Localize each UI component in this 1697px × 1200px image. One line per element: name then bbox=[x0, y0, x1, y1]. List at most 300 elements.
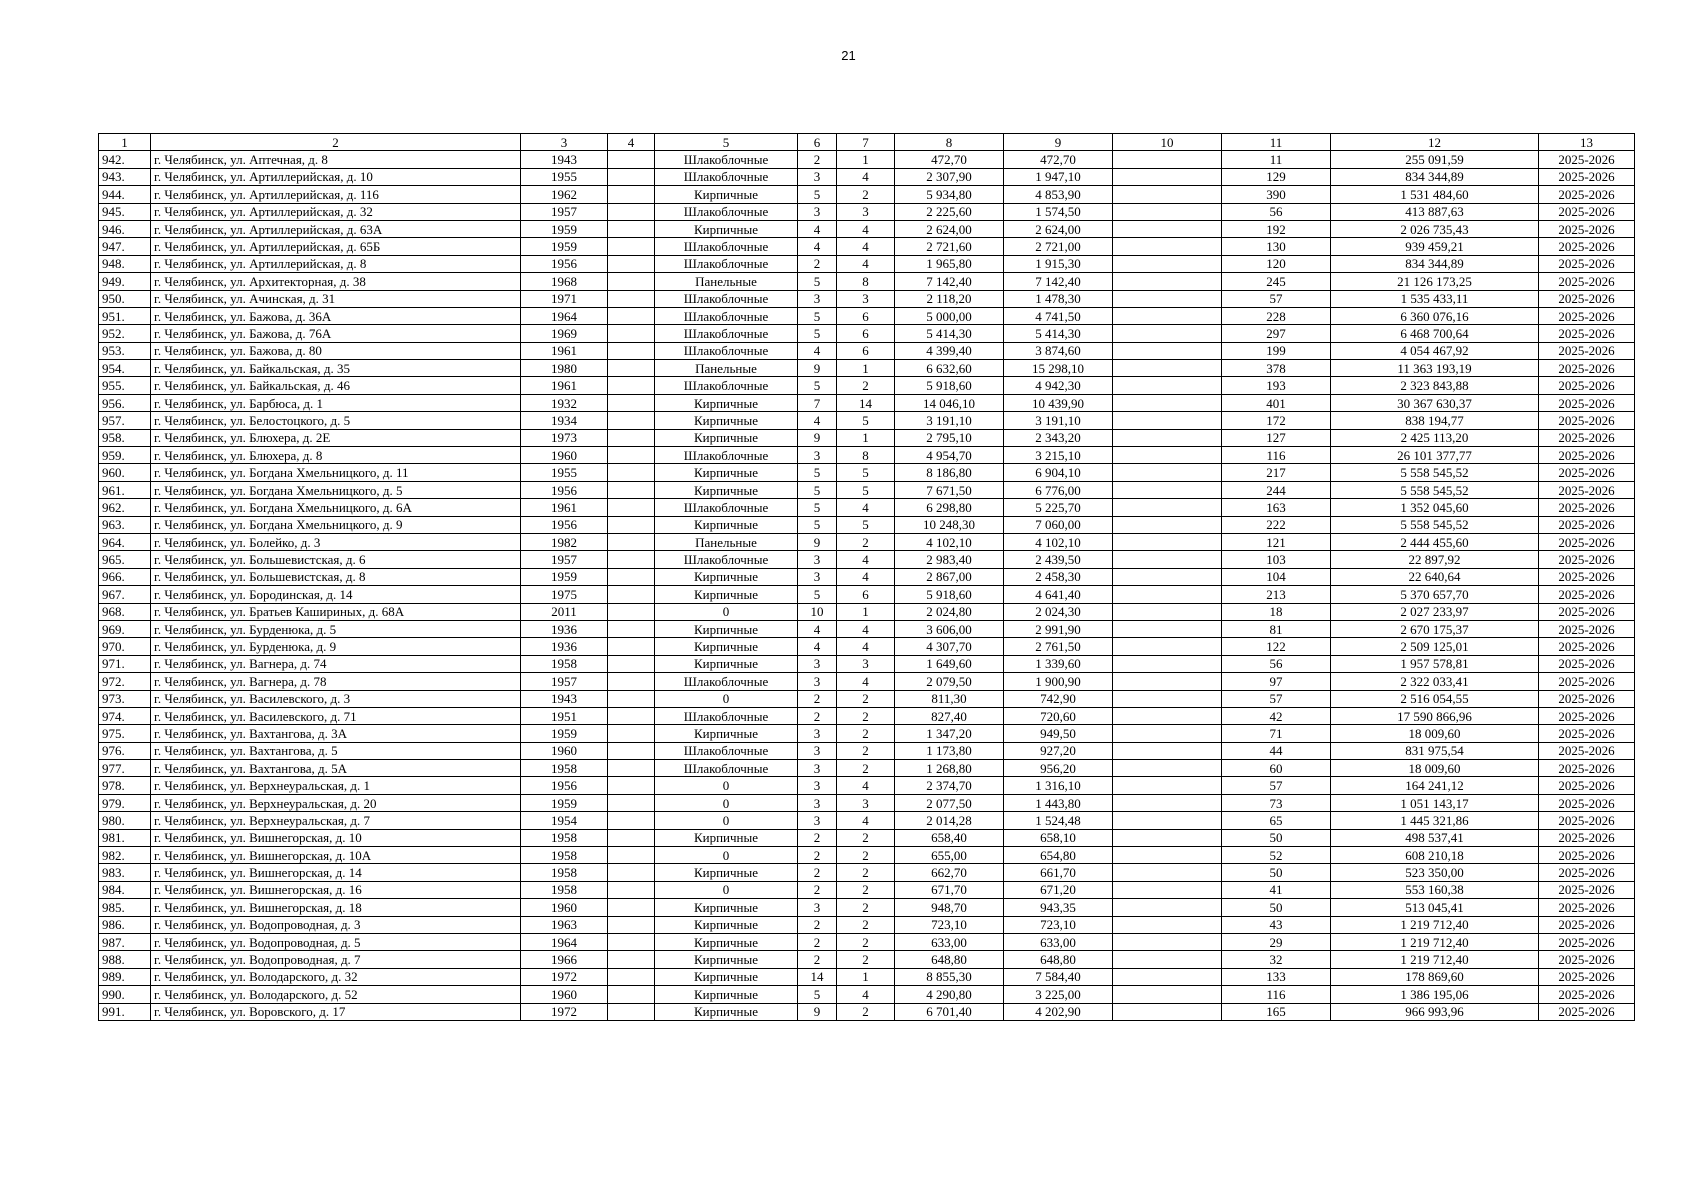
col-number: 990. bbox=[99, 986, 151, 1003]
col-cost: 2 670 175,37 bbox=[1331, 620, 1539, 637]
col-period: 2025-2026 bbox=[1539, 986, 1635, 1003]
col-year: 1971 bbox=[521, 290, 608, 307]
col-floors: 7 bbox=[798, 394, 837, 411]
header-col-4: 4 bbox=[608, 134, 655, 151]
col-entrances: 4 bbox=[837, 638, 895, 655]
col-area-living: 723,10 bbox=[1004, 916, 1113, 933]
col-10 bbox=[1113, 394, 1222, 411]
col-floors: 2 bbox=[798, 707, 837, 724]
col-wall-material: Кирпичные bbox=[655, 638, 798, 655]
col-cost: 5 370 657,70 bbox=[1331, 586, 1539, 603]
col-floors: 2 bbox=[798, 916, 837, 933]
table-row bbox=[99, 933, 1635, 950]
col-cost: 1 445 321,86 bbox=[1331, 812, 1539, 829]
col-entrances: 2 bbox=[837, 829, 895, 846]
col-cost: 30 367 630,37 bbox=[1331, 394, 1539, 411]
table-header-row bbox=[99, 134, 1635, 151]
col-period: 2025-2026 bbox=[1539, 255, 1635, 272]
col-area-living: 1 316,10 bbox=[1004, 777, 1113, 794]
col-address: г. Челябинск, ул. Блюхера, д. 8 bbox=[151, 447, 521, 464]
col-year: 1960 bbox=[521, 986, 608, 1003]
col-area-total: 5 934,80 bbox=[895, 186, 1004, 203]
col-entrances: 6 bbox=[837, 342, 895, 359]
col-cost: 523 350,00 bbox=[1331, 864, 1539, 881]
col-10 bbox=[1113, 342, 1222, 359]
col-year: 1932 bbox=[521, 394, 608, 411]
col-wall-material: Кирпичные bbox=[655, 916, 798, 933]
table-row bbox=[99, 307, 1635, 324]
col-address: г. Челябинск, ул. Вагнера, д. 78 bbox=[151, 673, 521, 690]
col-residents: 57 bbox=[1222, 290, 1331, 307]
col-10 bbox=[1113, 777, 1222, 794]
col-address: г. Челябинск, ул. Володарского, д. 52 bbox=[151, 986, 521, 1003]
col-period: 2025-2026 bbox=[1539, 429, 1635, 446]
col-residents: 378 bbox=[1222, 360, 1331, 377]
col-floors: 3 bbox=[798, 568, 837, 585]
col-area-total: 648,80 bbox=[895, 951, 1004, 968]
col-wall-material: Шлакоблочные bbox=[655, 673, 798, 690]
col-number: 986. bbox=[99, 916, 151, 933]
col-cost: 838 194,77 bbox=[1331, 412, 1539, 429]
col-year: 1975 bbox=[521, 586, 608, 603]
col-area-total: 723,10 bbox=[895, 916, 1004, 933]
table-row bbox=[99, 238, 1635, 255]
col-area-living: 4 942,30 bbox=[1004, 377, 1113, 394]
col-4 bbox=[608, 551, 655, 568]
col-number: 973. bbox=[99, 690, 151, 707]
col-wall-material: Кирпичные bbox=[655, 481, 798, 498]
col-area-living: 472,70 bbox=[1004, 151, 1113, 168]
table-row bbox=[99, 168, 1635, 185]
col-floors: 3 bbox=[798, 290, 837, 307]
col-area-living: 6 776,00 bbox=[1004, 481, 1113, 498]
col-wall-material: Шлакоблочные bbox=[655, 255, 798, 272]
col-entrances: 2 bbox=[837, 881, 895, 898]
col-number: 989. bbox=[99, 968, 151, 985]
col-cost: 834 344,89 bbox=[1331, 255, 1539, 272]
col-number: 944. bbox=[99, 186, 151, 203]
col-area-total: 671,70 bbox=[895, 881, 1004, 898]
col-address: г. Челябинск, ул. Вишнегорская, д. 10 bbox=[151, 829, 521, 846]
col-year: 2011 bbox=[521, 603, 608, 620]
col-10 bbox=[1113, 725, 1222, 742]
col-area-total: 2 118,20 bbox=[895, 290, 1004, 307]
col-entrances: 4 bbox=[837, 986, 895, 1003]
header-col-year: 3 bbox=[521, 134, 608, 151]
col-number: 958. bbox=[99, 429, 151, 446]
table-row bbox=[99, 586, 1635, 603]
col-year: 1972 bbox=[521, 1003, 608, 1020]
col-residents: 129 bbox=[1222, 168, 1331, 185]
col-year: 1958 bbox=[521, 655, 608, 672]
table-row bbox=[99, 499, 1635, 516]
col-residents: 56 bbox=[1222, 203, 1331, 220]
col-cost: 1 386 195,06 bbox=[1331, 986, 1539, 1003]
col-address: г. Челябинск, ул. Артиллерийская, д. 10 bbox=[151, 168, 521, 185]
table-row bbox=[99, 916, 1635, 933]
col-residents: 50 bbox=[1222, 829, 1331, 846]
col-number: 962. bbox=[99, 499, 151, 516]
col-area-living: 742,90 bbox=[1004, 690, 1113, 707]
col-4 bbox=[608, 673, 655, 690]
col-residents: 244 bbox=[1222, 481, 1331, 498]
col-residents: 172 bbox=[1222, 412, 1331, 429]
col-cost: 5 558 545,52 bbox=[1331, 481, 1539, 498]
table-row bbox=[99, 899, 1635, 916]
col-area-total: 633,00 bbox=[895, 933, 1004, 950]
col-area-living: 3 191,10 bbox=[1004, 412, 1113, 429]
col-residents: 199 bbox=[1222, 342, 1331, 359]
col-entrances: 4 bbox=[837, 499, 895, 516]
col-wall-material: 0 bbox=[655, 794, 798, 811]
col-address: г. Челябинск, ул. Белостоцкого, д. 5 bbox=[151, 412, 521, 429]
col-address: г. Челябинск, ул. Вишнегорская, д. 14 bbox=[151, 864, 521, 881]
col-area-total: 1 173,80 bbox=[895, 742, 1004, 759]
col-period: 2025-2026 bbox=[1539, 533, 1635, 550]
col-year: 1964 bbox=[521, 307, 608, 324]
col-area-living: 943,35 bbox=[1004, 899, 1113, 916]
col-4 bbox=[608, 586, 655, 603]
col-4 bbox=[608, 881, 655, 898]
col-10 bbox=[1113, 673, 1222, 690]
col-area-total: 3 606,00 bbox=[895, 620, 1004, 637]
col-address: г. Челябинск, ул. Бажова, д. 80 bbox=[151, 342, 521, 359]
col-area-total: 2 721,60 bbox=[895, 238, 1004, 255]
col-year: 1961 bbox=[521, 377, 608, 394]
col-entrances: 2 bbox=[837, 916, 895, 933]
table-row bbox=[99, 794, 1635, 811]
col-address: г. Челябинск, ул. Водопроводная, д. 3 bbox=[151, 916, 521, 933]
col-area-living: 720,60 bbox=[1004, 707, 1113, 724]
col-10 bbox=[1113, 186, 1222, 203]
col-floors: 3 bbox=[798, 760, 837, 777]
col-period: 2025-2026 bbox=[1539, 655, 1635, 672]
col-number: 949. bbox=[99, 273, 151, 290]
col-floors: 3 bbox=[798, 168, 837, 185]
col-floors: 4 bbox=[798, 412, 837, 429]
col-10 bbox=[1113, 429, 1222, 446]
col-4 bbox=[608, 760, 655, 777]
col-cost: 608 210,18 bbox=[1331, 847, 1539, 864]
col-residents: 60 bbox=[1222, 760, 1331, 777]
col-entrances: 8 bbox=[837, 447, 895, 464]
col-floors: 5 bbox=[798, 377, 837, 394]
col-floors: 2 bbox=[798, 847, 837, 864]
col-period: 2025-2026 bbox=[1539, 638, 1635, 655]
col-10 bbox=[1113, 968, 1222, 985]
page-number: 21 bbox=[841, 48, 856, 63]
col-floors: 4 bbox=[798, 220, 837, 237]
col-4 bbox=[608, 377, 655, 394]
col-entrances: 1 bbox=[837, 360, 895, 377]
col-residents: 52 bbox=[1222, 847, 1331, 864]
col-year: 1972 bbox=[521, 968, 608, 985]
table-row bbox=[99, 1003, 1635, 1020]
col-year: 1960 bbox=[521, 742, 608, 759]
col-area-total: 6 632,60 bbox=[895, 360, 1004, 377]
col-10 bbox=[1113, 360, 1222, 377]
col-4 bbox=[608, 499, 655, 516]
table-row bbox=[99, 829, 1635, 846]
col-4 bbox=[608, 186, 655, 203]
col-floors: 3 bbox=[798, 812, 837, 829]
col-area-total: 948,70 bbox=[895, 899, 1004, 916]
col-4 bbox=[608, 203, 655, 220]
col-floors: 5 bbox=[798, 186, 837, 203]
table-row bbox=[99, 655, 1635, 672]
col-period: 2025-2026 bbox=[1539, 968, 1635, 985]
col-cost: 6 360 076,16 bbox=[1331, 307, 1539, 324]
col-number: 983. bbox=[99, 864, 151, 881]
col-entrances: 2 bbox=[837, 951, 895, 968]
col-wall-material: Кирпичные bbox=[655, 725, 798, 742]
col-4 bbox=[608, 481, 655, 498]
table-row bbox=[99, 360, 1635, 377]
col-4 bbox=[608, 151, 655, 168]
col-number: 987. bbox=[99, 933, 151, 950]
table-row bbox=[99, 673, 1635, 690]
col-period: 2025-2026 bbox=[1539, 881, 1635, 898]
col-address: г. Челябинск, ул. Воровского, д. 17 bbox=[151, 1003, 521, 1020]
col-residents: 133 bbox=[1222, 968, 1331, 985]
table-row bbox=[99, 412, 1635, 429]
col-address: г. Челябинск, ул. Байкальская, д. 46 bbox=[151, 377, 521, 394]
col-period: 2025-2026 bbox=[1539, 586, 1635, 603]
col-address: г. Челябинск, ул. Барбюса, д. 1 bbox=[151, 394, 521, 411]
col-residents: 127 bbox=[1222, 429, 1331, 446]
col-number: 950. bbox=[99, 290, 151, 307]
col-number: 943. bbox=[99, 168, 151, 185]
col-wall-material: 0 bbox=[655, 812, 798, 829]
col-cost: 22 897,92 bbox=[1331, 551, 1539, 568]
col-address: г. Челябинск, ул. Артиллерийская, д. 8 bbox=[151, 255, 521, 272]
col-area-total: 2 867,00 bbox=[895, 568, 1004, 585]
col-residents: 97 bbox=[1222, 673, 1331, 690]
col-entrances: 3 bbox=[837, 290, 895, 307]
col-area-total: 6 298,80 bbox=[895, 499, 1004, 516]
col-4 bbox=[608, 360, 655, 377]
col-wall-material: Кирпичные bbox=[655, 220, 798, 237]
col-area-living: 7 060,00 bbox=[1004, 516, 1113, 533]
col-area-living: 15 298,10 bbox=[1004, 360, 1113, 377]
col-floors: 2 bbox=[798, 881, 837, 898]
col-year: 1959 bbox=[521, 794, 608, 811]
col-wall-material: Шлакоблочные bbox=[655, 151, 798, 168]
col-10 bbox=[1113, 273, 1222, 290]
col-period: 2025-2026 bbox=[1539, 342, 1635, 359]
col-floors: 2 bbox=[798, 690, 837, 707]
col-period: 2025-2026 bbox=[1539, 447, 1635, 464]
col-area-total: 1 268,80 bbox=[895, 760, 1004, 777]
col-number: 966. bbox=[99, 568, 151, 585]
col-floors: 4 bbox=[798, 342, 837, 359]
col-period: 2025-2026 bbox=[1539, 394, 1635, 411]
col-area-total: 8 186,80 bbox=[895, 464, 1004, 481]
col-area-total: 8 855,30 bbox=[895, 968, 1004, 985]
col-number: 947. bbox=[99, 238, 151, 255]
col-4 bbox=[608, 1003, 655, 1020]
col-period: 2025-2026 bbox=[1539, 777, 1635, 794]
table-row bbox=[99, 881, 1635, 898]
col-4 bbox=[608, 342, 655, 359]
col-4 bbox=[608, 690, 655, 707]
col-address: г. Челябинск, ул. Байкальская, д. 35 bbox=[151, 360, 521, 377]
col-address: г. Челябинск, ул. Вахтангова, д. 5А bbox=[151, 760, 521, 777]
col-wall-material: Кирпичные bbox=[655, 933, 798, 950]
col-area-total: 4 307,70 bbox=[895, 638, 1004, 655]
col-10 bbox=[1113, 933, 1222, 950]
table-row bbox=[99, 220, 1635, 237]
col-cost: 1 957 578,81 bbox=[1331, 655, 1539, 672]
col-4 bbox=[608, 864, 655, 881]
col-area-living: 2 721,00 bbox=[1004, 238, 1113, 255]
col-residents: 65 bbox=[1222, 812, 1331, 829]
col-year: 1959 bbox=[521, 220, 608, 237]
col-cost: 11 363 193,19 bbox=[1331, 360, 1539, 377]
col-area-living: 1 478,30 bbox=[1004, 290, 1113, 307]
col-wall-material: Шлакоблочные bbox=[655, 307, 798, 324]
col-4 bbox=[608, 273, 655, 290]
col-area-total: 1 649,60 bbox=[895, 655, 1004, 672]
col-wall-material: Кирпичные bbox=[655, 568, 798, 585]
col-period: 2025-2026 bbox=[1539, 377, 1635, 394]
col-address: г. Челябинск, ул. Верхнеуральская, д. 1 bbox=[151, 777, 521, 794]
col-number: 948. bbox=[99, 255, 151, 272]
col-area-living: 1 443,80 bbox=[1004, 794, 1113, 811]
col-year: 1959 bbox=[521, 725, 608, 742]
col-number: 981. bbox=[99, 829, 151, 846]
col-floors: 4 bbox=[798, 238, 837, 255]
col-10 bbox=[1113, 551, 1222, 568]
col-year: 1943 bbox=[521, 151, 608, 168]
col-period: 2025-2026 bbox=[1539, 760, 1635, 777]
col-cost: 939 459,21 bbox=[1331, 238, 1539, 255]
col-residents: 56 bbox=[1222, 655, 1331, 672]
col-area-living: 4 202,90 bbox=[1004, 1003, 1113, 1020]
col-year: 1943 bbox=[521, 690, 608, 707]
col-number: 980. bbox=[99, 812, 151, 829]
col-floors: 5 bbox=[798, 481, 837, 498]
col-area-living: 633,00 bbox=[1004, 933, 1113, 950]
col-cost: 18 009,60 bbox=[1331, 725, 1539, 742]
col-floors: 9 bbox=[798, 429, 837, 446]
col-address: г. Челябинск, ул. Бурденюка, д. 5 bbox=[151, 620, 521, 637]
col-address: г. Челябинск, ул. Артиллерийская, д. 63А bbox=[151, 220, 521, 237]
col-number: 967. bbox=[99, 586, 151, 603]
col-address: г. Челябинск, ул. Болейко, д. 3 bbox=[151, 533, 521, 550]
col-address: г. Челябинск, ул. Артиллерийская, д. 32 bbox=[151, 203, 521, 220]
col-floors: 3 bbox=[798, 794, 837, 811]
table-row bbox=[99, 812, 1635, 829]
col-4 bbox=[608, 812, 655, 829]
col-area-living: 658,10 bbox=[1004, 829, 1113, 846]
col-address: г. Челябинск, ул. Архитекторная, д. 38 bbox=[151, 273, 521, 290]
col-area-living: 1 915,30 bbox=[1004, 255, 1113, 272]
col-4 bbox=[608, 325, 655, 342]
table-row bbox=[99, 742, 1635, 759]
col-4 bbox=[608, 829, 655, 846]
col-4 bbox=[608, 603, 655, 620]
col-10 bbox=[1113, 290, 1222, 307]
col-floors: 9 bbox=[798, 533, 837, 550]
col-10 bbox=[1113, 586, 1222, 603]
col-period: 2025-2026 bbox=[1539, 220, 1635, 237]
table-row bbox=[99, 151, 1635, 168]
col-area-living: 7 142,40 bbox=[1004, 273, 1113, 290]
col-address: г. Челябинск, ул. Бажова, д. 76А bbox=[151, 325, 521, 342]
col-4 bbox=[608, 568, 655, 585]
col-year: 1961 bbox=[521, 499, 608, 516]
col-period: 2025-2026 bbox=[1539, 916, 1635, 933]
col-cost: 2 516 054,55 bbox=[1331, 690, 1539, 707]
col-4 bbox=[608, 290, 655, 307]
col-area-living: 7 584,40 bbox=[1004, 968, 1113, 985]
col-4 bbox=[608, 742, 655, 759]
col-residents: 401 bbox=[1222, 394, 1331, 411]
col-floors: 3 bbox=[798, 655, 837, 672]
col-area-total: 2 024,80 bbox=[895, 603, 1004, 620]
header-col-wall-material: 5 bbox=[655, 134, 798, 151]
col-address: г. Челябинск, ул. Ачинская, д. 31 bbox=[151, 290, 521, 307]
col-area-living: 956,20 bbox=[1004, 760, 1113, 777]
header-col-number: 1 bbox=[99, 134, 151, 151]
col-cost: 1 219 712,40 bbox=[1331, 916, 1539, 933]
col-area-living: 2 761,50 bbox=[1004, 638, 1113, 655]
col-cost: 1 219 712,40 bbox=[1331, 951, 1539, 968]
col-cost: 413 887,63 bbox=[1331, 203, 1539, 220]
col-cost: 6 468 700,64 bbox=[1331, 325, 1539, 342]
col-year: 1960 bbox=[521, 899, 608, 916]
col-address: г. Челябинск, ул. Бажова, д. 36А bbox=[151, 307, 521, 324]
col-residents: 297 bbox=[1222, 325, 1331, 342]
header-col-cost: 12 bbox=[1331, 134, 1539, 151]
col-entrances: 2 bbox=[837, 707, 895, 724]
col-residents: 42 bbox=[1222, 707, 1331, 724]
col-4 bbox=[608, 516, 655, 533]
col-10 bbox=[1113, 916, 1222, 933]
col-10 bbox=[1113, 464, 1222, 481]
col-entrances: 5 bbox=[837, 481, 895, 498]
col-entrances: 3 bbox=[837, 655, 895, 672]
col-period: 2025-2026 bbox=[1539, 847, 1635, 864]
col-area-total: 655,00 bbox=[895, 847, 1004, 864]
col-residents: 32 bbox=[1222, 951, 1331, 968]
col-area-total: 5 000,00 bbox=[895, 307, 1004, 324]
col-wall-material: Кирпичные bbox=[655, 516, 798, 533]
col-period: 2025-2026 bbox=[1539, 794, 1635, 811]
col-4 bbox=[608, 429, 655, 446]
col-residents: 104 bbox=[1222, 568, 1331, 585]
table-row bbox=[99, 516, 1635, 533]
col-residents: 116 bbox=[1222, 447, 1331, 464]
table-row bbox=[99, 638, 1635, 655]
col-floors: 5 bbox=[798, 986, 837, 1003]
col-4 bbox=[608, 255, 655, 272]
col-area-total: 811,30 bbox=[895, 690, 1004, 707]
col-area-total: 2 307,90 bbox=[895, 168, 1004, 185]
col-wall-material: Шлакоблочные bbox=[655, 290, 798, 307]
col-cost: 513 045,41 bbox=[1331, 899, 1539, 916]
col-address: г. Челябинск, ул. Вишнегорская, д. 18 bbox=[151, 899, 521, 916]
col-cost: 2 027 233,97 bbox=[1331, 603, 1539, 620]
col-4 bbox=[608, 777, 655, 794]
table-row bbox=[99, 203, 1635, 220]
col-area-total: 14 046,10 bbox=[895, 394, 1004, 411]
col-area-living: 1 524,48 bbox=[1004, 812, 1113, 829]
col-period: 2025-2026 bbox=[1539, 151, 1635, 168]
col-cost: 18 009,60 bbox=[1331, 760, 1539, 777]
col-10 bbox=[1113, 847, 1222, 864]
